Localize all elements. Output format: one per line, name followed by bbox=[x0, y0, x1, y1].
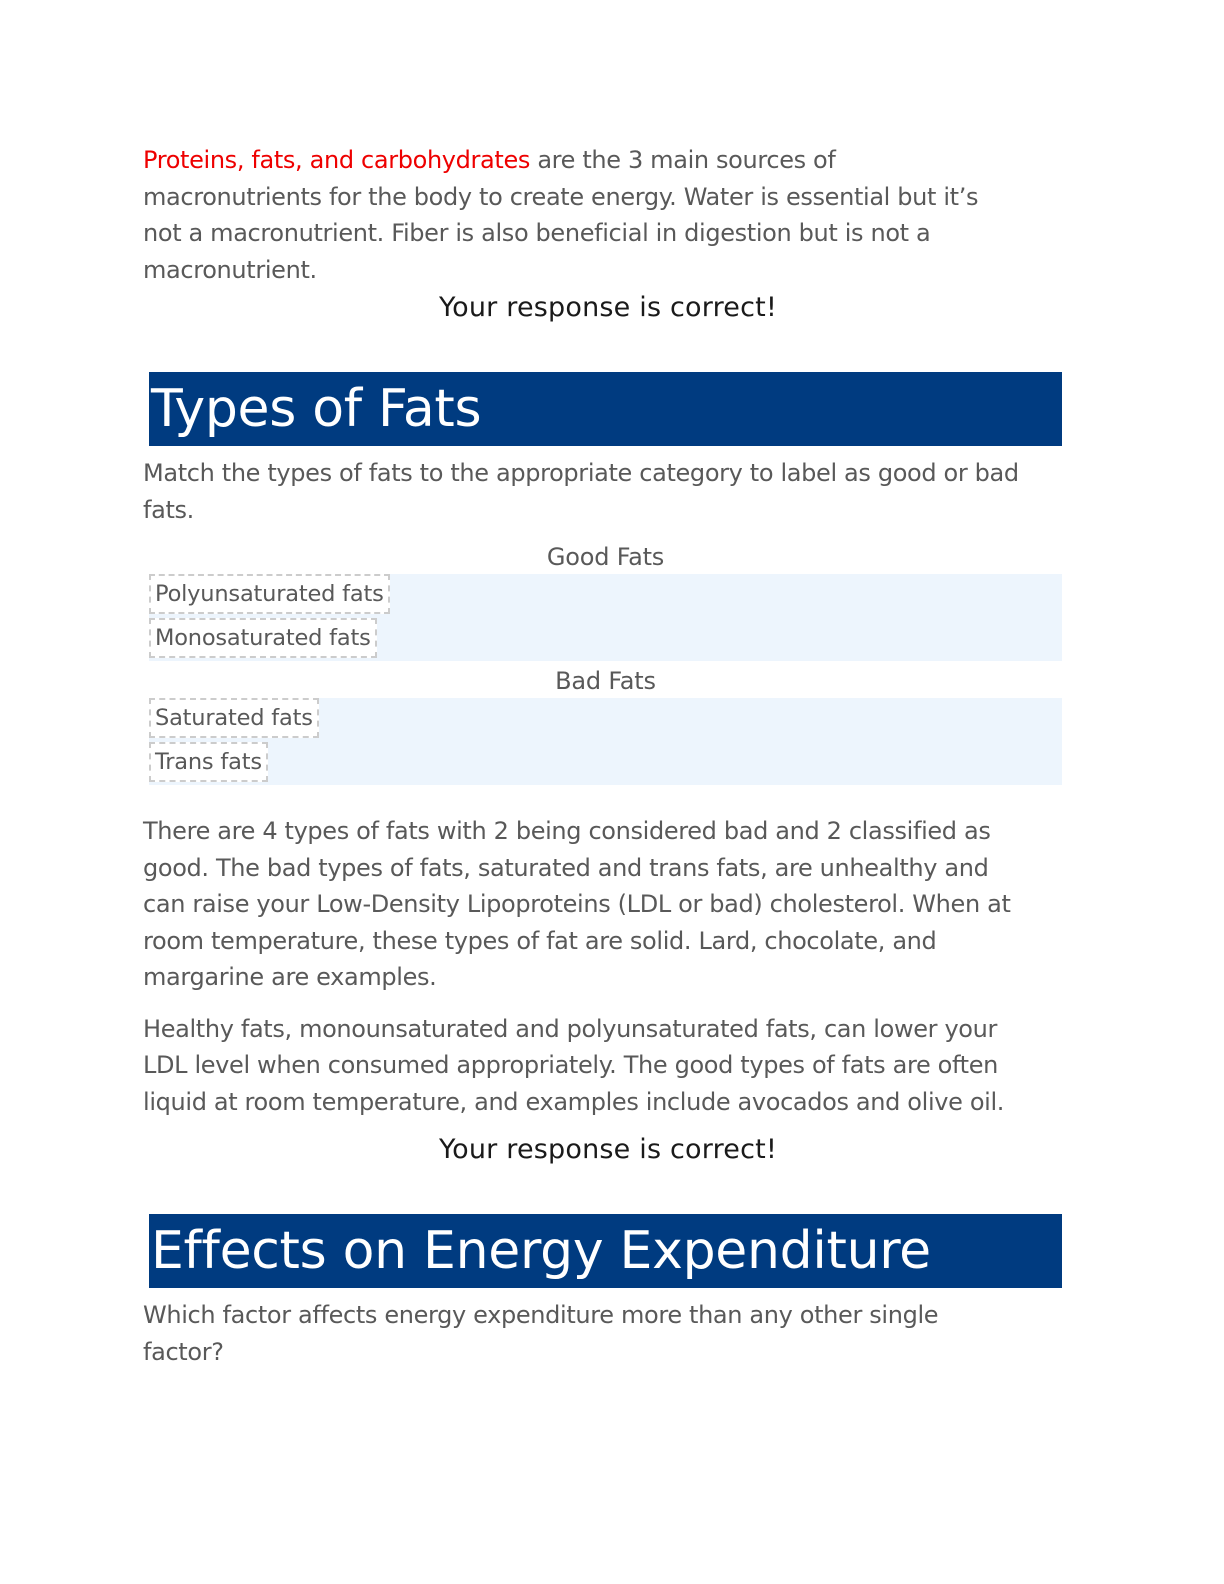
section-title-energy-expenditure: Effects on Energy Expenditure bbox=[149, 1214, 1062, 1288]
drag-item-polyunsaturated-fats[interactable]: Polyunsaturated fats bbox=[149, 574, 390, 614]
fats-explanation-2: Healthy fats, monounsaturated and polyunsaturated fats, can lower your LDL level when consumed appropriately. The good types of fats are often liquid at room temperature, and examples include avocados and olive oil. bbox=[143, 1014, 1005, 1116]
drag-item-monosaturated-fats[interactable]: Monosaturated fats bbox=[149, 618, 377, 658]
feedback-correct-2: Your response is correct! bbox=[439, 1134, 777, 1165]
page-content bbox=[143, 142, 1073, 1370]
matching-question bbox=[143, 542, 1073, 785]
intro-line2: macronutrients for the body to create energy. Water is essential but it’s bbox=[143, 182, 979, 211]
drop-zone-good-fats[interactable] bbox=[149, 574, 1062, 661]
drag-item-saturated-fats[interactable]: Saturated fats bbox=[149, 698, 319, 738]
fats-explanation-1: There are 4 types of fats with 2 being considered bad and 2 classified as good. The bad types of fats, saturated and trans fats, are unhealthy and can raise your Low-Density Lipoproteins (LDL or bad) cholesterol. When at room temperature, these types of fat are solid. Lard, chocolate, and margarine are examples. bbox=[143, 817, 1011, 991]
instruction-line1: Match the types of fats to the appropriate category to label as good or bad bbox=[143, 459, 1019, 487]
category-good-fats-title: Good Fats bbox=[546, 543, 665, 571]
question-line1: Which factor affects energy expenditure more than any other single bbox=[143, 1301, 939, 1329]
section-title-types-of-fats: Types of Fats bbox=[149, 372, 1062, 446]
feedback-correct-1: Your response is correct! bbox=[439, 292, 777, 323]
question-line2: factor? bbox=[143, 1337, 224, 1366]
intro-paragraph bbox=[143, 142, 1073, 288]
drag-item-trans-fats[interactable]: Trans fats bbox=[149, 742, 268, 782]
instruction-line2: fats. bbox=[143, 495, 194, 524]
intro-line1: are the 3 main sources of bbox=[530, 146, 836, 174]
category-bad-fats-title: Bad Fats bbox=[555, 667, 656, 695]
energy-question bbox=[143, 1297, 1073, 1370]
intro-highlight: Proteins, fats, and carbohydrates bbox=[143, 146, 531, 174]
drop-zone-bad-fats[interactable] bbox=[149, 698, 1062, 785]
intro-line3: not a macronutrient. Fiber is also beneficial in digestion but is not a bbox=[143, 219, 931, 247]
intro-line4: macronutrient. bbox=[143, 255, 317, 284]
types-of-fats-instruction bbox=[143, 455, 1073, 528]
